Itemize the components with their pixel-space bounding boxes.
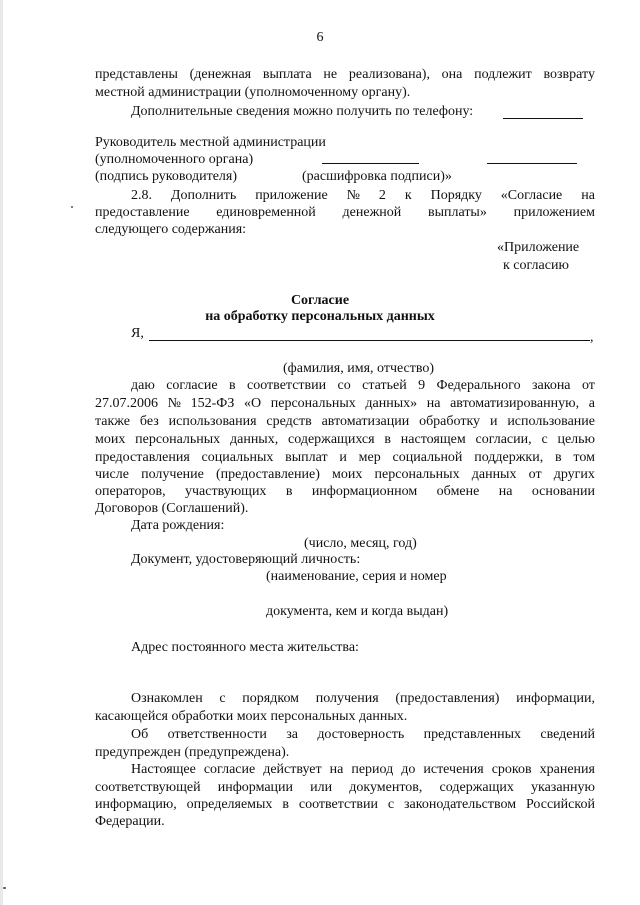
word: или [310, 780, 333, 795]
word: персональных [135, 432, 221, 447]
i-prefix: Я, [131, 326, 144, 341]
consent-body-line [95, 467, 595, 483]
word: единовременной [216, 205, 316, 220]
word: ответственности [167, 727, 267, 742]
word: настоящем [400, 432, 466, 447]
word: согласии, [475, 432, 532, 447]
head-title-line1: Руководитель местной администрации [95, 135, 326, 150]
word: выплат [285, 450, 328, 465]
amendment-line3: следующего содержания: [95, 222, 247, 237]
transcript-caption: (расшифровка подписи)» [302, 169, 452, 184]
word: статьей [362, 378, 407, 393]
word: данных, [229, 432, 279, 447]
word: на [426, 396, 441, 411]
word: а [588, 396, 595, 411]
word: других [553, 467, 595, 482]
doc-label: Документ, удостоверяющий личность: [131, 552, 361, 567]
word: даю [131, 378, 155, 393]
word: Федерального [436, 378, 521, 393]
word: моих [95, 432, 126, 447]
word: 2 [378, 188, 386, 203]
para1-line1 [95, 67, 595, 83]
word: согласие [203, 762, 256, 777]
word: и [339, 450, 347, 465]
word: на [329, 762, 344, 777]
word: участвующих [184, 484, 267, 499]
word: использования [168, 414, 257, 429]
word: предоставление [95, 205, 190, 220]
word: сроков [491, 762, 532, 777]
dob-label: Дата рождения: [131, 518, 225, 533]
word: (предоставления) [395, 691, 500, 706]
doc-caption-line1: (наименование, серия и номер [266, 569, 447, 584]
word: Об [131, 727, 149, 742]
word: Ознакомлен [131, 691, 203, 706]
word: средств [266, 414, 312, 429]
para1-line2: местной администрации (уполномоченному органу). [95, 85, 411, 100]
word: содержащих [439, 780, 514, 795]
consent-subtitle: на обработку персональных данных [205, 309, 435, 324]
word: действует [263, 762, 322, 777]
resp-line2: предупрежден (предупреждена). [95, 745, 290, 760]
word: закона [531, 378, 571, 393]
phone-blank-line [503, 118, 583, 119]
word: в [228, 378, 236, 393]
word: законодательством [404, 797, 517, 812]
word: «Согласие [500, 188, 563, 203]
dob-caption: (число, месяц, год) [304, 536, 417, 551]
word: реализована), [348, 67, 430, 82]
word: выплаты» [427, 205, 487, 220]
word: информационном [311, 484, 418, 499]
word: возврату [543, 67, 595, 82]
word: автоматизированную, [450, 396, 580, 411]
word: 152-ФЗ [190, 396, 235, 411]
word: денежной [342, 205, 402, 220]
transcript-blank-line [487, 163, 577, 164]
word: социальной [392, 450, 463, 465]
word: поддержки, [474, 450, 544, 465]
word: за [286, 727, 298, 742]
word: соответствующей [95, 780, 201, 795]
word: с [541, 432, 548, 447]
consent-body-line [95, 432, 595, 448]
word: социальных [201, 450, 274, 465]
i-suffix: , [590, 330, 594, 345]
word: истечения [423, 762, 484, 777]
word: в [282, 797, 289, 812]
resp-line1 [131, 727, 595, 743]
word: Дополнить [170, 188, 237, 203]
word: предоставления [95, 450, 190, 465]
word: Порядку [430, 188, 482, 203]
validity-last: Федерации. [95, 814, 165, 829]
ack-line1 [131, 691, 595, 707]
consent-body-line [95, 484, 595, 500]
scan-edge-shadow [0, 0, 3, 905]
word: № [346, 188, 360, 203]
word: представлены [95, 67, 178, 82]
word: получения [315, 691, 379, 706]
word: использование [507, 414, 595, 429]
word: до [401, 762, 416, 777]
word: 2.8. [131, 188, 152, 203]
word: обмене [436, 484, 480, 499]
word: в [384, 432, 391, 447]
word: не [323, 67, 338, 82]
word: (предоставление) [216, 467, 320, 482]
amendment-line1 [131, 188, 595, 204]
word: числе [95, 467, 129, 482]
appendix-line2: к согласию [503, 258, 569, 273]
word: Российской [525, 797, 595, 812]
consent-body-line [131, 378, 595, 394]
consent-body-line [95, 414, 595, 430]
scan-speck [3, 887, 6, 889]
word: № [167, 396, 181, 411]
word: персональных [374, 467, 460, 482]
word: с [219, 691, 226, 706]
word: операторов, [95, 484, 166, 499]
signature-blank-line [322, 163, 419, 164]
word: на [498, 484, 513, 499]
word: данных» [365, 396, 418, 411]
word: в [555, 450, 562, 465]
word: без [139, 414, 159, 429]
scan-speck [71, 206, 73, 208]
word: 27.07.2006 [95, 396, 158, 411]
doc-caption-line2: документа, кем и когда выдан) [266, 604, 449, 619]
word: представленных [423, 727, 521, 742]
word: основании [531, 484, 595, 499]
head-signature-caption: (подпись руководителя) [95, 169, 238, 184]
word: 9 [418, 378, 426, 393]
word: период [351, 762, 394, 777]
consent-body-line [95, 450, 595, 466]
word: она [441, 67, 463, 82]
fio-caption: (фамилия, имя, отчество) [283, 361, 435, 376]
word: автоматизации [321, 414, 410, 429]
word: данных [471, 467, 517, 482]
word: сведений [540, 727, 595, 742]
word: приложение [255, 188, 328, 203]
word: к [404, 188, 412, 203]
word: приложением [513, 205, 595, 220]
word: и [489, 414, 498, 429]
word: достоверность [317, 727, 405, 742]
word: от [528, 467, 542, 482]
word: моих [332, 467, 363, 482]
word: со [337, 378, 351, 393]
word: в [285, 484, 293, 499]
word: информацию, [95, 797, 177, 812]
consent-title: Согласие [290, 293, 350, 308]
word: соответствии [298, 797, 378, 812]
word: целью [557, 432, 595, 447]
word: от [581, 378, 595, 393]
word: с [387, 797, 395, 812]
phone-label: Дополнительные сведения можно получить по телефону: [131, 104, 474, 119]
consent-body-last: Договоров (Соглашений). [95, 501, 249, 516]
fio-blank-line [149, 340, 590, 341]
word: на [581, 188, 595, 203]
address-label: Адрес постоянного места жительства: [131, 640, 359, 655]
amendment-line2 [95, 205, 595, 221]
word: определяемых [186, 797, 273, 812]
validity-line [95, 797, 595, 813]
word: соответствии [247, 378, 327, 393]
word: обработку [419, 414, 481, 429]
head-title-line2: (уполномоченного органа) [95, 152, 254, 167]
word: выплата [262, 67, 312, 82]
validity-line [131, 762, 595, 778]
word: (денежная [189, 67, 252, 82]
word: мер [358, 450, 381, 465]
consent-body-line [95, 396, 595, 412]
appendix-line1: «Приложение [497, 240, 580, 255]
word: информации [217, 780, 294, 795]
word: порядком [242, 691, 300, 706]
page-number: 6 [316, 30, 324, 45]
validity-line [95, 780, 595, 796]
word: также [95, 414, 131, 429]
word: «О [243, 396, 262, 411]
word: документов, [349, 780, 423, 795]
word: получение [141, 467, 204, 482]
word: персональных [270, 396, 356, 411]
word: содержащихся [288, 432, 375, 447]
word: том [573, 450, 595, 465]
word: подлежит [474, 67, 532, 82]
word: указанную [530, 780, 595, 795]
ack-line2: касающейся обработки моих персональных данных. [95, 709, 408, 724]
word: информации, [516, 691, 595, 706]
word: согласие [166, 378, 218, 393]
word: хранения [539, 762, 595, 777]
word: Настоящее [131, 762, 196, 777]
